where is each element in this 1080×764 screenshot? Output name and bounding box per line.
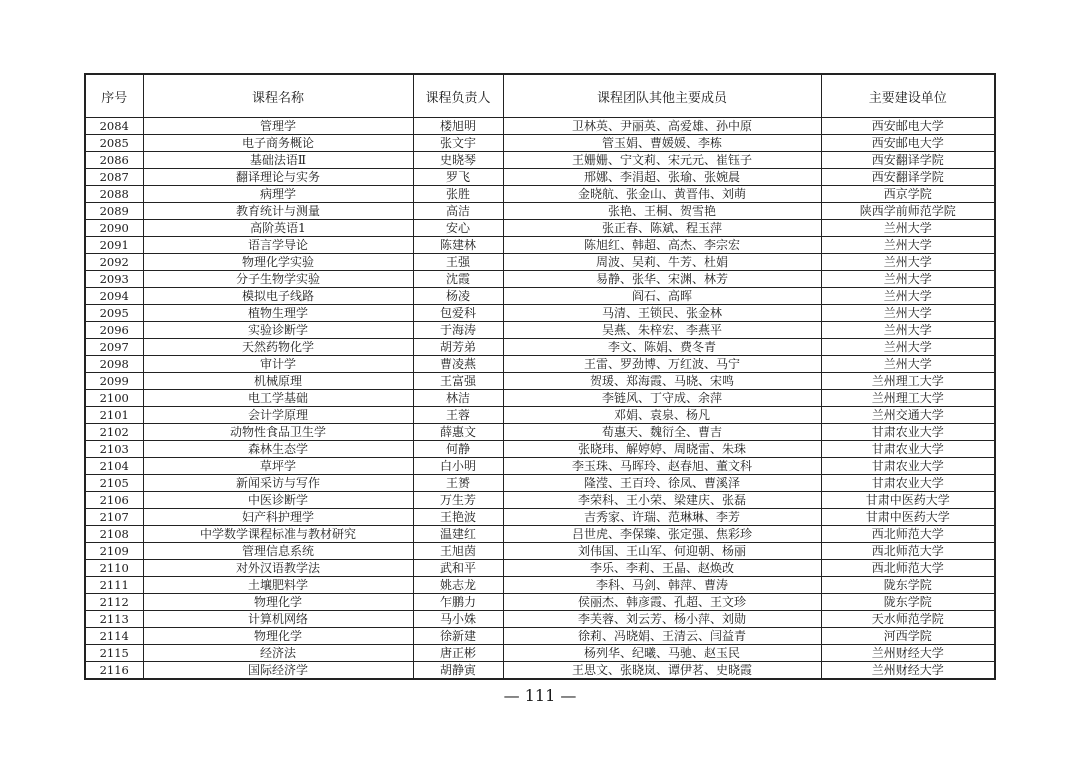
cell-team-members: 阎石、高晖	[503, 288, 821, 305]
cell-institution: 兰州大学	[821, 322, 995, 339]
cell-team-members: 金晓航、张金山、黄晋伟、刘萌	[503, 186, 821, 203]
cell-index: 2115	[85, 645, 143, 662]
cell-institution: 兰州大学	[821, 339, 995, 356]
cell-institution: 河西学院	[821, 628, 995, 645]
cell-team-members: 吉秀家、许瑞、范琳琳、李芳	[503, 509, 821, 526]
header-course-name: 课程名称	[143, 74, 413, 118]
cell-institution: 甘肃农业大学	[821, 458, 995, 475]
cell-index: 2108	[85, 526, 143, 543]
cell-course-name: 对外汉语教学法	[143, 560, 413, 577]
cell-course-name: 物理化学	[143, 628, 413, 645]
cell-course-lead: 胡芳弟	[413, 339, 503, 356]
cell-course-lead: 罗飞	[413, 169, 503, 186]
cell-institution: 甘肃农业大学	[821, 424, 995, 441]
cell-institution: 兰州大学	[821, 305, 995, 322]
cell-institution: 西安邮电大学	[821, 118, 995, 135]
cell-course-name: 植物生理学	[143, 305, 413, 322]
table-row	[85, 594, 995, 611]
cell-institution: 兰州理工大学	[821, 390, 995, 407]
table-row	[85, 407, 995, 424]
cell-course-lead: 史晓琴	[413, 152, 503, 169]
cell-institution: 兰州大学	[821, 254, 995, 271]
cell-institution: 兰州大学	[821, 356, 995, 373]
table-row	[85, 356, 995, 373]
header-team-members: 课程团队其他主要成员	[503, 74, 821, 118]
table-row	[85, 373, 995, 390]
cell-index: 2093	[85, 271, 143, 288]
cell-team-members: 张艳、王桐、贺雪艳	[503, 203, 821, 220]
cell-team-members: 管玉娟、曹媛媛、李栋	[503, 135, 821, 152]
cell-index: 2087	[85, 169, 143, 186]
cell-team-members: 荀惠天、魏衍全、曹吉	[503, 424, 821, 441]
cell-index: 2110	[85, 560, 143, 577]
cell-institution: 兰州大学	[821, 237, 995, 254]
table-row	[85, 458, 995, 475]
cell-course-name: 电子商务概论	[143, 135, 413, 152]
table-row	[85, 645, 995, 662]
cell-team-members: 李链风、丁守成、余萍	[503, 390, 821, 407]
cell-index: 2113	[85, 611, 143, 628]
page-number: — 111 —	[503, 686, 577, 705]
cell-course-name: 病理学	[143, 186, 413, 203]
cell-course-lead: 于海涛	[413, 322, 503, 339]
cell-institution: 陇东学院	[821, 594, 995, 611]
cell-course-name: 中医诊断学	[143, 492, 413, 509]
cell-team-members: 徐莉、冯晓娟、王清云、闫益青	[503, 628, 821, 645]
cell-team-members: 王雷、罗劲博、万红波、马宁	[503, 356, 821, 373]
cell-index: 2096	[85, 322, 143, 339]
cell-index: 2095	[85, 305, 143, 322]
cell-index: 2109	[85, 543, 143, 560]
cell-course-lead: 姚志龙	[413, 577, 503, 594]
table-row	[85, 390, 995, 407]
table-body	[85, 118, 995, 680]
header-institution: 主要建设单位	[821, 74, 995, 118]
cell-institution: 兰州财经大学	[821, 645, 995, 662]
cell-index: 2099	[85, 373, 143, 390]
table-row	[85, 288, 995, 305]
cell-team-members: 杨列华、纪曦、马驰、赵玉民	[503, 645, 821, 662]
table-row	[85, 152, 995, 169]
cell-team-members: 贺瑗、郑海霞、马晓、宋鸣	[503, 373, 821, 390]
cell-course-name: 计算机网络	[143, 611, 413, 628]
cell-institution: 陕西学前师范学院	[821, 203, 995, 220]
table-row	[85, 611, 995, 628]
cell-index: 2107	[85, 509, 143, 526]
cell-index: 2111	[85, 577, 143, 594]
table-row	[85, 662, 995, 680]
cell-course-name: 语言学导论	[143, 237, 413, 254]
cell-course-lead: 万生芳	[413, 492, 503, 509]
cell-course-name: 实验诊断学	[143, 322, 413, 339]
cell-course-lead: 王富强	[413, 373, 503, 390]
table-row	[85, 322, 995, 339]
cell-institution: 兰州大学	[821, 271, 995, 288]
cell-institution: 兰州理工大学	[821, 373, 995, 390]
cell-course-lead: 马小姝	[413, 611, 503, 628]
cell-course-lead: 乍鹏力	[413, 594, 503, 611]
cell-institution: 西安翻译学院	[821, 169, 995, 186]
cell-team-members: 侯丽杰、韩彦霞、孔超、王文珍	[503, 594, 821, 611]
cell-index: 2090	[85, 220, 143, 237]
table-row	[85, 135, 995, 152]
cell-course-lead: 薛惠文	[413, 424, 503, 441]
cell-course-name: 土壤肥料学	[143, 577, 413, 594]
table-row	[85, 560, 995, 577]
table-row	[85, 220, 995, 237]
cell-index: 2103	[85, 441, 143, 458]
cell-institution: 兰州交通大学	[821, 407, 995, 424]
cell-team-members: 邓娟、袁泉、杨凡	[503, 407, 821, 424]
cell-course-lead: 王蓉	[413, 407, 503, 424]
table-row	[85, 492, 995, 509]
cell-course-name: 中学数学课程标准与教材研究	[143, 526, 413, 543]
cell-institution: 甘肃农业大学	[821, 475, 995, 492]
cell-index: 2092	[85, 254, 143, 271]
course-table	[84, 73, 996, 680]
cell-index: 2091	[85, 237, 143, 254]
cell-course-name: 教育统计与测量	[143, 203, 413, 220]
cell-team-members: 李科、马剑、韩萍、曹涛	[503, 577, 821, 594]
cell-team-members: 李玉珠、马晖玲、赵春旭、董文科	[503, 458, 821, 475]
table-row	[85, 305, 995, 322]
header-course-lead: 课程负责人	[413, 74, 503, 118]
cell-team-members: 隆滢、王百玲、徐凤、曹溪泽	[503, 475, 821, 492]
cell-course-lead: 林洁	[413, 390, 503, 407]
cell-team-members: 易静、张华、宋渊、林芳	[503, 271, 821, 288]
table-row	[85, 339, 995, 356]
cell-team-members: 李芙蓉、刘云芳、杨小萍、刘勋	[503, 611, 821, 628]
cell-institution: 兰州大学	[821, 220, 995, 237]
cell-team-members: 李文、陈娟、费冬青	[503, 339, 821, 356]
table-row	[85, 577, 995, 594]
cell-course-name: 审计学	[143, 356, 413, 373]
cell-course-name: 基础法语Ⅱ	[143, 152, 413, 169]
cell-course-name: 翻译理论与实务	[143, 169, 413, 186]
table-row	[85, 203, 995, 220]
cell-course-name: 管理学	[143, 118, 413, 135]
cell-course-lead: 温建红	[413, 526, 503, 543]
cell-course-lead: 武和平	[413, 560, 503, 577]
cell-institution: 西北师范大学	[821, 543, 995, 560]
cell-course-name: 机械原理	[143, 373, 413, 390]
cell-institution: 甘肃中医药大学	[821, 509, 995, 526]
cell-course-lead: 张胜	[413, 186, 503, 203]
cell-course-lead: 唐正彬	[413, 645, 503, 662]
cell-index: 2105	[85, 475, 143, 492]
cell-course-name: 动物性食品卫生学	[143, 424, 413, 441]
cell-course-lead: 张文宇	[413, 135, 503, 152]
cell-team-members: 张晓玮、解婷婷、周晓雷、朱珠	[503, 441, 821, 458]
cell-institution: 西北师范大学	[821, 560, 995, 577]
cell-team-members: 邢娜、李涓超、张瑜、张婉晨	[503, 169, 821, 186]
cell-index: 2106	[85, 492, 143, 509]
cell-index: 2085	[85, 135, 143, 152]
cell-index: 2114	[85, 628, 143, 645]
cell-index: 2094	[85, 288, 143, 305]
cell-index: 2104	[85, 458, 143, 475]
cell-institution: 陇东学院	[821, 577, 995, 594]
table-row	[85, 254, 995, 271]
cell-course-name: 森林生态学	[143, 441, 413, 458]
cell-institution: 兰州大学	[821, 288, 995, 305]
cell-course-lead: 王强	[413, 254, 503, 271]
cell-team-members: 周波、吴莉、牛芳、杜娟	[503, 254, 821, 271]
cell-course-lead: 曹凌燕	[413, 356, 503, 373]
cell-institution: 西安邮电大学	[821, 135, 995, 152]
table-row	[85, 509, 995, 526]
cell-institution: 西京学院	[821, 186, 995, 203]
cell-institution: 西安翻译学院	[821, 152, 995, 169]
table-row	[85, 169, 995, 186]
table-row	[85, 543, 995, 560]
cell-team-members: 李荣科、王小荣、梁建庆、张磊	[503, 492, 821, 509]
cell-index: 2098	[85, 356, 143, 373]
cell-team-members: 刘伟国、王山军、何迎朝、杨丽	[503, 543, 821, 560]
cell-index: 2086	[85, 152, 143, 169]
cell-index: 2089	[85, 203, 143, 220]
cell-course-name: 经济法	[143, 645, 413, 662]
cell-course-name: 电工学基础	[143, 390, 413, 407]
cell-course-name: 高阶英语1	[143, 220, 413, 237]
cell-team-members: 吕世虎、李保臻、张定强、焦彩珍	[503, 526, 821, 543]
cell-team-members: 王思文、张晓岚、谭伊茗、史晓霞	[503, 662, 821, 680]
cell-index: 2088	[85, 186, 143, 203]
cell-index: 2100	[85, 390, 143, 407]
cell-institution: 兰州财经大学	[821, 662, 995, 680]
cell-course-lead: 徐新建	[413, 628, 503, 645]
cell-institution: 西北师范大学	[821, 526, 995, 543]
cell-course-name: 妇产科护理学	[143, 509, 413, 526]
cell-team-members: 李乐、李莉、王晶、赵焕改	[503, 560, 821, 577]
cell-course-lead: 何静	[413, 441, 503, 458]
table-row	[85, 628, 995, 645]
table-row	[85, 271, 995, 288]
cell-course-name: 分子生物学实验	[143, 271, 413, 288]
table-row	[85, 186, 995, 203]
cell-course-lead: 陈建林	[413, 237, 503, 254]
cell-course-lead: 楼旭明	[413, 118, 503, 135]
cell-team-members: 吴燕、朱梓宏、李燕平	[503, 322, 821, 339]
cell-course-lead: 杨凌	[413, 288, 503, 305]
cell-team-members: 马清、王锁民、张金林	[503, 305, 821, 322]
cell-team-members: 王姗姗、宁文莉、宋元元、崔钰子	[503, 152, 821, 169]
cell-team-members: 卫林英、尹丽英、高爱雄、孙中原	[503, 118, 821, 135]
table-row	[85, 237, 995, 254]
cell-course-lead: 王艳波	[413, 509, 503, 526]
cell-course-lead: 高洁	[413, 203, 503, 220]
cell-course-name: 模拟电子线路	[143, 288, 413, 305]
cell-course-name: 草坪学	[143, 458, 413, 475]
cell-course-lead: 王旭茵	[413, 543, 503, 560]
table-row	[85, 475, 995, 492]
cell-course-lead: 安心	[413, 220, 503, 237]
cell-index: 2116	[85, 662, 143, 680]
cell-course-lead: 包爱科	[413, 305, 503, 322]
cell-institution: 天水师范学院	[821, 611, 995, 628]
cell-index: 2102	[85, 424, 143, 441]
cell-index: 2112	[85, 594, 143, 611]
cell-course-lead: 胡静寅	[413, 662, 503, 680]
table-row	[85, 424, 995, 441]
cell-team-members: 陈旭红、韩超、高杰、李宗宏	[503, 237, 821, 254]
cell-institution: 甘肃农业大学	[821, 441, 995, 458]
cell-index: 2084	[85, 118, 143, 135]
cell-course-name: 管理信息系统	[143, 543, 413, 560]
cell-course-lead: 白小明	[413, 458, 503, 475]
header-index: 序号	[85, 74, 143, 118]
cell-course-name: 新闻采访与写作	[143, 475, 413, 492]
cell-course-name: 物理化学	[143, 594, 413, 611]
cell-index: 2101	[85, 407, 143, 424]
cell-index: 2097	[85, 339, 143, 356]
cell-team-members: 张正春、陈斌、程玉萍	[503, 220, 821, 237]
cell-course-name: 会计学原理	[143, 407, 413, 424]
table-row	[85, 441, 995, 458]
table-header-row	[85, 74, 995, 118]
cell-course-name: 天然药物化学	[143, 339, 413, 356]
cell-course-name: 物理化学实验	[143, 254, 413, 271]
cell-institution: 甘肃中医药大学	[821, 492, 995, 509]
cell-course-lead: 王赟	[413, 475, 503, 492]
table-row	[85, 118, 995, 135]
cell-course-name: 国际经济学	[143, 662, 413, 680]
table-row	[85, 526, 995, 543]
cell-course-lead: 沈霞	[413, 271, 503, 288]
